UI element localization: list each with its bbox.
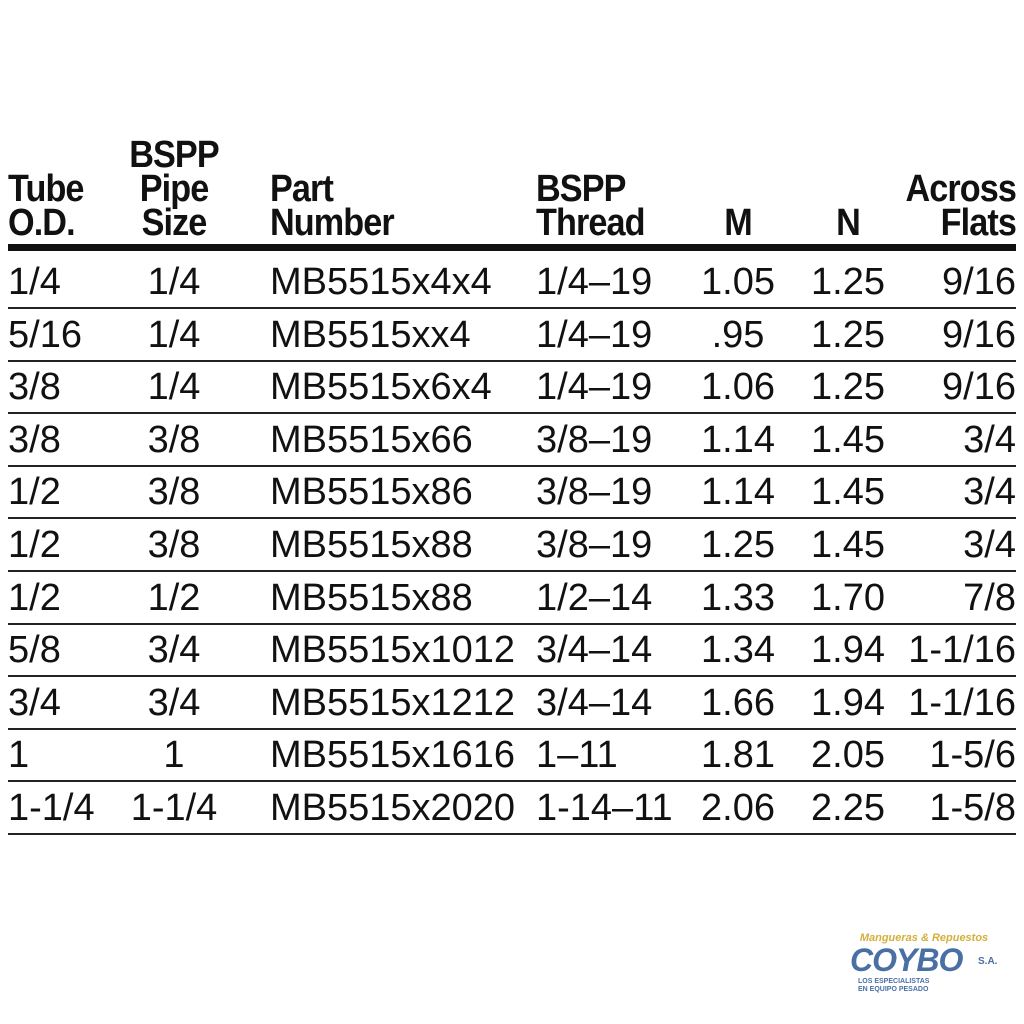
cell-part-number: MB5515x1616 — [270, 734, 516, 777]
table-row — [8, 518, 1016, 572]
cell-n: 1.25 — [811, 313, 885, 356]
cell-bspp-thread: 3/8–19 — [536, 471, 653, 514]
column-header-part-number-line-2: Number — [270, 202, 394, 244]
cell-across-flats: 9/16 — [942, 313, 1016, 356]
cell-across-flats: 9/16 — [942, 261, 1016, 303]
cell-across-flats: 3/4 — [963, 418, 1016, 461]
cell-bspp-thread: 3/4–14 — [536, 629, 653, 672]
cell-bspp-pipe-size: 1-1/4 — [130, 787, 218, 829]
table-row — [8, 465, 1016, 519]
cell-n: 2.25 — [811, 787, 885, 829]
cell-bspp-pipe-size: 1 — [163, 734, 185, 777]
cell-n: 2.05 — [811, 734, 885, 777]
column-header-across-flats-line-2: Flats — [940, 202, 1016, 244]
table-row — [8, 623, 1016, 677]
cell-bspp-pipe-size: 3/4 — [147, 629, 201, 672]
header-rule — [8, 244, 1016, 251]
logo-suffix: S.A. — [978, 956, 998, 967]
table-row — [8, 781, 1016, 835]
cell-across-flats: 3/4 — [963, 524, 1016, 566]
cell-bspp-thread: 3/8–19 — [536, 524, 653, 566]
table-row — [8, 360, 1016, 414]
cell-m: 1.14 — [701, 418, 775, 461]
column-header-bspp-pipe-size-line-3: Size — [141, 202, 207, 244]
cell-bspp-pipe-size: 3/8 — [147, 418, 201, 461]
cell-n: 1.45 — [811, 418, 885, 461]
cell-bspp-pipe-size: 3/8 — [147, 524, 201, 566]
cell-n: 1.25 — [811, 366, 885, 409]
column-header-tube-od-line-1: Tube — [8, 168, 84, 210]
cell-bspp-pipe-size: 1/4 — [147, 366, 201, 409]
cell-m: 1.14 — [701, 471, 775, 514]
cell-bspp-thread: 3/8–19 — [536, 418, 653, 461]
cell-across-flats: 9/16 — [942, 366, 1016, 409]
cell-bspp-thread: 1–11 — [536, 734, 618, 777]
column-header-m-line-1: M — [724, 202, 752, 244]
column-header-bspp-pipe-size-line-1: BSPP — [129, 134, 219, 176]
column-header-bspp-thread-line-1: BSPP — [536, 168, 626, 210]
cell-tube-od: 1/2 — [8, 576, 61, 619]
cell-n: 1.45 — [811, 471, 885, 514]
table-row — [8, 571, 1016, 625]
cell-bspp-pipe-size: 1/4 — [147, 261, 201, 303]
cell-tube-od: 5/8 — [8, 629, 61, 672]
cell-bspp-thread: 1-14–11 — [536, 787, 673, 829]
column-header-bspp-pipe-size-line-2: Pipe — [139, 168, 209, 210]
cell-tube-od: 1/4 — [8, 261, 61, 303]
cell-tube-od: 5/16 — [8, 313, 82, 356]
cell-tube-od: 3/8 — [8, 366, 61, 409]
cell-across-flats: 7/8 — [963, 576, 1016, 619]
column-header-n-line-1: N — [836, 202, 860, 244]
cell-m: 1.34 — [701, 629, 775, 672]
logo-subtitle-line-1: LOS ESPECIALISTAS — [858, 978, 930, 985]
cell-m: 1.81 — [701, 734, 775, 777]
cell-n: 1.70 — [811, 576, 885, 619]
cell-n: 1.94 — [811, 681, 885, 724]
cell-part-number: MB5515x86 — [270, 471, 473, 514]
cell-m: 1.66 — [701, 681, 775, 724]
cell-bspp-pipe-size: 1/4 — [147, 313, 201, 356]
cell-m: 2.06 — [701, 787, 775, 829]
cell-part-number: MB5515x88 — [270, 576, 473, 619]
cell-bspp-thread: 1/4–19 — [536, 366, 653, 409]
cell-part-number: MB5515x6x4 — [270, 366, 492, 409]
cell-part-number: MB5515x66 — [270, 418, 473, 461]
cell-m: 1.05 — [701, 261, 775, 303]
cell-bspp-thread: 3/4–14 — [536, 681, 653, 724]
cell-across-flats: 1-1/16 — [908, 681, 1016, 724]
cell-bspp-thread: 1/4–19 — [536, 261, 653, 303]
table-row — [8, 413, 1016, 467]
cell-bspp-pipe-size: 1/2 — [147, 576, 201, 619]
cell-across-flats: 3/4 — [963, 471, 1016, 514]
company-logo — [846, 932, 1002, 1002]
cell-tube-od: 1/2 — [8, 524, 61, 566]
cell-n: 1.45 — [811, 524, 885, 566]
cell-m: 1.06 — [701, 366, 775, 409]
table-row — [8, 255, 1016, 309]
cell-tube-od: 1 — [8, 734, 30, 777]
cell-part-number: MB5515x4x4 — [270, 261, 492, 303]
logo-subtitle-line-2: EN EQUIPO PESADO — [858, 986, 929, 993]
logo-wordmark: COYBO — [850, 942, 963, 978]
table-row — [8, 676, 1016, 730]
table-row — [8, 308, 1016, 362]
cell-n: 1.94 — [811, 629, 885, 672]
cell-part-number: MB5515x1012 — [270, 629, 516, 672]
cell-part-number: MB5515x88 — [270, 524, 473, 566]
cell-m: 1.25 — [701, 524, 775, 566]
cell-part-number: MB5515x1212 — [270, 681, 516, 724]
cell-n: 1.25 — [811, 261, 885, 303]
cell-m: .95 — [711, 313, 765, 356]
cell-across-flats: 1-1/16 — [908, 629, 1016, 672]
column-header-across-flats-line-1: Across — [905, 168, 1016, 210]
cell-tube-od: 1/2 — [8, 471, 61, 514]
cell-tube-od: 1-1/4 — [8, 787, 95, 829]
cell-part-number: MB5515x2020 — [270, 787, 516, 829]
cell-bspp-thread: 1/2–14 — [536, 576, 653, 619]
cell-bspp-pipe-size: 3/4 — [147, 681, 201, 724]
logo-tagline: Mangueras & Repuestos — [859, 932, 989, 944]
cell-bspp-thread: 1/4–19 — [536, 313, 653, 356]
column-header-tube-od-line-2: O.D. — [8, 202, 75, 244]
cell-tube-od: 3/8 — [8, 418, 61, 461]
cell-m: 1.33 — [701, 576, 775, 619]
cell-across-flats: 1-5/8 — [929, 787, 1016, 829]
cell-bspp-pipe-size: 3/8 — [147, 471, 201, 514]
column-header-bspp-thread-line-2: Thread — [536, 202, 645, 244]
logo-subtitle — [858, 978, 998, 994]
cell-part-number: MB5515xx4 — [270, 313, 471, 356]
column-header-part-number-line-1: Part — [270, 168, 333, 210]
table-row — [8, 728, 1016, 782]
cell-tube-od: 3/4 — [8, 681, 61, 724]
cell-across-flats: 1-5/6 — [929, 734, 1016, 777]
